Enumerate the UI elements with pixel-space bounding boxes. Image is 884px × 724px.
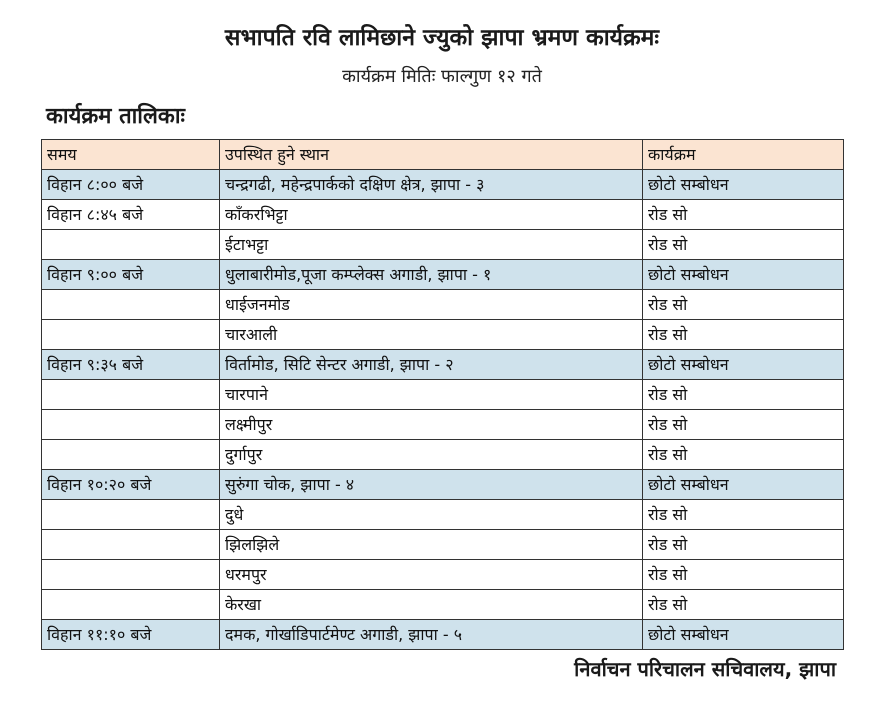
event-cell: रोड सो — [643, 230, 844, 260]
time-cell: विहान ८:४५ बजे — [42, 200, 220, 230]
time-cell — [42, 560, 220, 590]
time-cell — [42, 440, 220, 470]
event-cell: छोटो सम्बोधन — [643, 170, 844, 200]
event-cell: रोड सो — [643, 320, 844, 350]
place-cell: चारआली — [220, 320, 643, 350]
event-cell: छोटो सम्बोधन — [643, 260, 844, 290]
time-cell: विहान ११:१० बजे — [42, 620, 220, 650]
time-cell: विहान ८:०० बजे — [42, 170, 220, 200]
event-cell: रोड सो — [643, 530, 844, 560]
table-row — [42, 200, 844, 230]
time-cell: विहान १०:२० बजे — [42, 470, 220, 500]
place-cell: सुरुंगा चोक, झापा - ४ — [220, 470, 643, 500]
event-cell: छोटो सम्बोधन — [643, 470, 844, 500]
table-row — [42, 380, 844, 410]
table-row — [42, 530, 844, 560]
place-cell: दुर्गापुर — [220, 440, 643, 470]
place-cell: धरमपुर — [220, 560, 643, 590]
place-cell: काँकरभिट्टा — [220, 200, 643, 230]
table-row — [42, 560, 844, 590]
table-row — [42, 320, 844, 350]
table-header-row — [42, 140, 844, 170]
time-cell — [42, 320, 220, 350]
event-cell: रोड सो — [643, 200, 844, 230]
event-cell: छोटो सम्बोधन — [643, 620, 844, 650]
event-cell: रोड सो — [643, 290, 844, 320]
event-cell: रोड सो — [643, 590, 844, 620]
time-cell: विहान ९:३५ बजे — [42, 350, 220, 380]
place-cell: धाईजनमोड — [220, 290, 643, 320]
event-cell: छोटो सम्बोधन — [643, 350, 844, 380]
table-row — [42, 500, 844, 530]
place-cell: दुधे — [220, 500, 643, 530]
event-cell: रोड सो — [643, 380, 844, 410]
schedule-table — [41, 139, 844, 650]
table-row — [42, 290, 844, 320]
place-cell: दमक, गोर्खाडिपार्टमेण्ट अगाडी, झापा - ५ — [220, 620, 643, 650]
place-cell: धुलाबारीमोड,पूजा कम्प्लेक्स अगाडी, झापा - १ — [220, 260, 643, 290]
table-row — [42, 260, 844, 290]
table-row — [42, 170, 844, 200]
time-cell — [42, 590, 220, 620]
time-cell — [42, 530, 220, 560]
place-cell: लक्ष्मीपुर — [220, 410, 643, 440]
place-cell: ईटाभट्टा — [220, 230, 643, 260]
schedule-body — [42, 170, 844, 650]
table-row — [42, 440, 844, 470]
time-cell — [42, 380, 220, 410]
column-header-time: समय — [42, 140, 220, 170]
event-cell: रोड सो — [643, 560, 844, 590]
document-title: सभापति रवि लामिछाने ज्युको झापा भ्रमण कार्यक्रमः — [224, 25, 660, 51]
time-cell — [42, 230, 220, 260]
table-row — [42, 350, 844, 380]
time-cell — [42, 290, 220, 320]
event-cell: रोड सो — [643, 500, 844, 530]
time-cell: विहान ९:०० बजे — [42, 260, 220, 290]
time-cell — [42, 410, 220, 440]
table-row — [42, 410, 844, 440]
table-row — [42, 590, 844, 620]
place-cell: झिलझिले — [220, 530, 643, 560]
footer-signature: निर्वाचन परिचालन सचिवालय, झापा — [574, 657, 836, 681]
place-cell: विर्तामोड, सिटि सेन्टर अगाडी, झापा - २ — [220, 350, 643, 380]
place-cell: केरखा — [220, 590, 643, 620]
program-date: कार्यक्रम मितिः फाल्गुण १२ गते — [342, 66, 542, 87]
column-header-event: कार्यक्रम — [643, 140, 844, 170]
event-cell: रोड सो — [643, 410, 844, 440]
time-cell — [42, 500, 220, 530]
table-row — [42, 620, 844, 650]
event-cell: रोड सो — [643, 440, 844, 470]
place-cell: चन्द्रगढी, महेन्द्रपार्कको दक्षिण क्षेत्र, झापा - ३ — [220, 170, 643, 200]
place-cell: चारपाने — [220, 380, 643, 410]
table-row — [42, 230, 844, 260]
schedule-heading: कार्यक्रम तालिकाः — [46, 104, 185, 129]
column-header-place: उपस्थित हुने स्थान — [220, 140, 643, 170]
table-row — [42, 470, 844, 500]
